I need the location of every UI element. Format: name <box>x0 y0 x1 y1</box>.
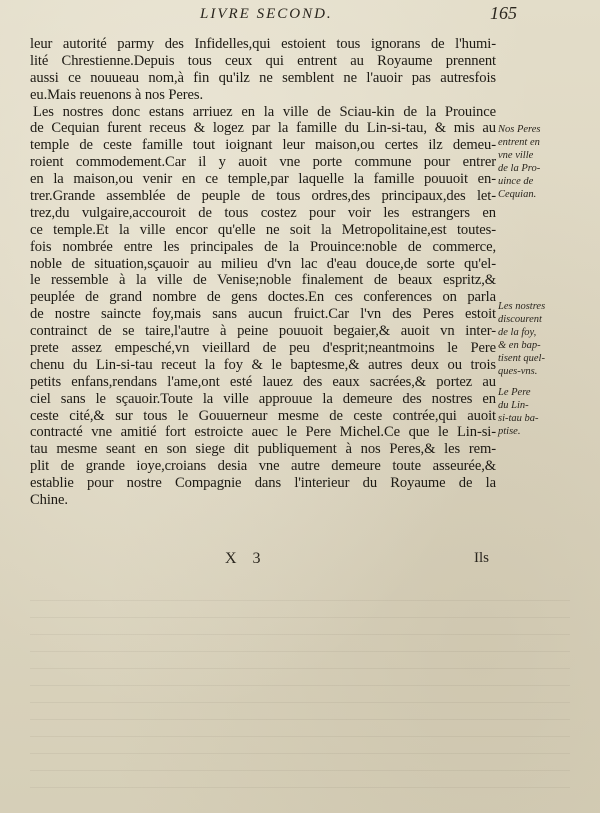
text-line: noble de situation,sçauoir au milieu d'vn lac d'eau douce,de sorte qu'el- <box>30 255 496 272</box>
margin-note-line: tisent quel- <box>498 353 545 364</box>
margin-note-line: Les nostres <box>498 301 546 312</box>
text-line: contrainct de se taire,l'autre à peine pouuoit begaier,& auoit vn inter- <box>30 323 496 340</box>
margin-note-line: & en bap- <box>498 340 541 351</box>
margin-note-line: Cequian. <box>498 189 537 200</box>
text-line: petits enfans,rendans l'ame,ont esté lauez des eaux sacrées,& portez au <box>30 373 496 390</box>
margin-note-line: uince de <box>498 176 534 187</box>
margin-note-line: Nos Peres <box>498 124 541 135</box>
margin-note-line: vne ville <box>498 150 534 161</box>
text-line: trez,du vulgaire,accouroit de tous costez pour voir les estrangers en <box>30 204 496 221</box>
catchword: Ils <box>474 550 489 566</box>
margin-note-line: de la foy, <box>498 327 537 338</box>
text-line: Chine. <box>30 492 68 509</box>
text-line: peuplée de grand nombre de gens doctes.En ces conferences on parla <box>30 289 496 306</box>
text-line: leur autorité parmy des Infidelles,qui estoient tous ignorans de l'humi- <box>30 36 496 52</box>
text-line: en la maison,ou venir en ce temple,par laquelle la famille pouuoit en- <box>30 171 496 188</box>
margin-note-line: du Lin- <box>498 400 529 411</box>
text-line: le ressemble à la ville de Venise;noble finalement de beaux espritz,& <box>30 272 496 289</box>
text-line: de Cequian furent receus & logez par la famille du Lin-si-tau, & mis au <box>30 120 496 137</box>
margin-note-line: si-tau ba- <box>498 413 539 424</box>
text-line: tau mesme seant en son siege dit publiquement à nos Peres,& les rem- <box>30 441 496 458</box>
text-line: aussi ce nouueau nom,à fin qu'ilz ne semblent ne l'auoir pas autresfois <box>30 69 496 86</box>
running-head: LIVRE SECOND. <box>200 6 333 22</box>
margin-note-arrival <box>498 123 540 201</box>
margin-note-line: ptise. <box>498 426 521 437</box>
page-number: 165 <box>490 3 517 23</box>
text-line: roient commodement.Car il y auoit vne porte commune pour entrer <box>30 154 496 171</box>
text-line: trer.Grande assemblée de peuple de tous ordres,des principaux,des let- <box>30 188 496 205</box>
text-line: plit de grande ioye,croians desia vne autre demeure toute asseurée,& <box>30 458 496 475</box>
margin-note-discourse <box>498 300 545 378</box>
text-line: prete assez empesché,vn vieillard de peu d'esprit;neantmoins le Pere <box>30 340 496 357</box>
show-through-texture <box>30 600 570 800</box>
text-line: ceste cité,& sur tous le Gouuerneur mesme de ceste contrée,qui auoit <box>30 407 496 424</box>
text-line: establie pour nostre Compagnie dans l'interieur du Royaume de la <box>30 475 496 492</box>
margin-note-line: entrent en <box>498 137 540 148</box>
text-line: chenu du Lin-si-tau receut la foy & le baptesme,& autres deux ou trois <box>30 356 496 373</box>
margin-note-line: ques-vns. <box>498 366 538 377</box>
margin-note-baptism <box>498 386 539 438</box>
margin-note-line: Le Pere <box>498 387 531 398</box>
body-text <box>30 36 496 509</box>
text-line: eu.Mais reuenons à nos Peres. <box>30 86 203 103</box>
text-line: contracté vne amitié fort estroicte auec le Pere Michel.Ce que le Lin-si- <box>30 424 496 441</box>
text-line: temple de ceste famille tout ioignant leur maison,ou certes ilz demeu- <box>30 137 496 154</box>
signature-mark: X 3 <box>225 550 267 567</box>
margin-note-line: discourent <box>498 314 542 325</box>
margin-note-line: de la Pro- <box>498 163 541 174</box>
text-line: de nostre saincte foy,mais sans aucun fruict.Car l'vn des Peres estoit <box>30 306 496 323</box>
paragraph-start-line: Les nostres donc estans arriuez en la ville de Sciau-kin de la Prouince <box>33 103 496 120</box>
text-line: ciel sans le sçauoir.Toute la ville approuue la demeure des nostres en <box>30 390 496 407</box>
text-line: ce temple.Et la ville encor qu'elle ne soit la Metropolitaine,est toutes- <box>30 221 496 238</box>
text-line: fois nombrée entre les principales de la Prouince:noble de commerce, <box>30 238 496 255</box>
text-line: lité Chrestienne.Depuis tous ceux qui entrent au Royaume prennent <box>30 52 496 69</box>
